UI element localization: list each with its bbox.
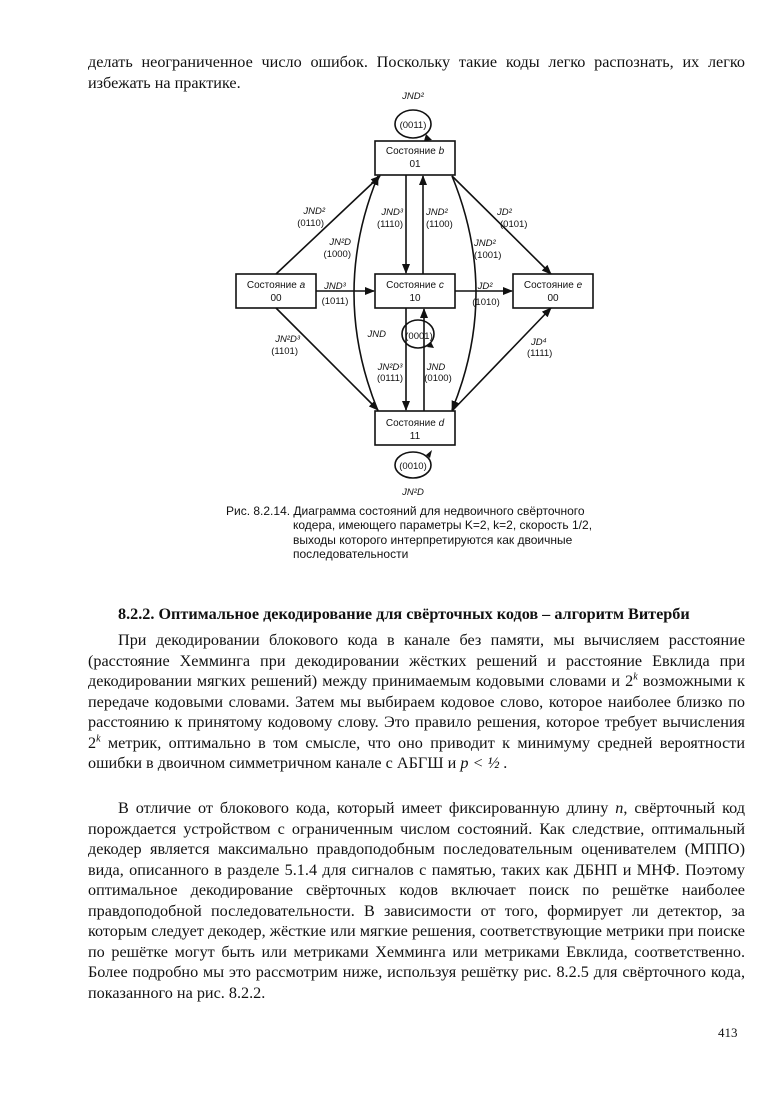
p1-text-b: возможными к передаче кодовыми словами. Затем мы выбираем кодовое слово, которое наиболее близко по расстоянию к принятому кодовому слову. Это правило решения, которое требует вычисления bbox=[88, 672, 746, 731]
state-c-name: Состояние c bbox=[386, 280, 444, 291]
label-c-e-gain: JD² bbox=[477, 281, 493, 292]
caption-rest: кодера, имеющего параметры K=2, k=2, скорость 1/2, выходы которого интерпретируются как двоичные последовательности bbox=[293, 518, 593, 562]
state-d-name: Состояние d bbox=[385, 418, 445, 429]
p1-text-c: метрик, оптимально в том смысле, что оно приводит к минимуму средней вероятности ошибки в двоичном симметричном канале с АБГШ и bbox=[88, 733, 745, 772]
label-b-loop-gain: JND² bbox=[402, 91, 424, 102]
label-c-b-code: (1110) bbox=[376, 219, 403, 230]
label-b-e-code: (0101) bbox=[500, 219, 528, 230]
label-b-e-gain: JD² bbox=[497, 207, 512, 218]
caption-first-line: Рис. 8.2.14. Диаграмма состояний для недвоичного свёрточного bbox=[226, 504, 585, 518]
label-c-e-code: (1010) bbox=[472, 297, 500, 308]
math-p-condition: p < ½ . bbox=[460, 754, 508, 772]
label-b-d-gain: JND² bbox=[474, 238, 496, 249]
p1-text-a: При декодировании блокового кода в канале без памяти, мы вычисляем расстояние (расстояние Хемминга при декодировании жёстких решений и расстояние Евклида при декодировании мягких решений) между принимаемым кодовыми словами и bbox=[88, 631, 745, 690]
math-2k-2: 2$^k$ bbox=[88, 733, 101, 752]
state-a-code: 00 bbox=[270, 293, 282, 304]
label-b-d-code: (1001) bbox=[474, 250, 502, 261]
label-a-d-code: (1101) bbox=[271, 346, 298, 357]
label-d-b-code: (1000) bbox=[323, 249, 351, 260]
state-b-name: Состояние b bbox=[385, 146, 445, 157]
label-d-e-code: (1111) bbox=[527, 348, 553, 359]
label-a-b-code: (0110) bbox=[297, 218, 324, 229]
label-d-c-code: (0100) bbox=[424, 373, 452, 384]
state-b-code: 01 bbox=[409, 159, 421, 170]
label-a-b-gain: JND² bbox=[303, 206, 325, 217]
paragraph-2 bbox=[88, 798, 745, 1003]
paragraph-1 bbox=[88, 630, 745, 774]
label-c-d-gain: JN²D³ bbox=[377, 362, 403, 373]
state-e-code: 00 bbox=[547, 293, 559, 304]
section-heading: 8.2.2. Оптимальное декодирование для свёрточных кодов – алгоритм Витерби bbox=[118, 605, 690, 623]
label-d-c-gain: JND bbox=[426, 362, 446, 373]
intro-paragraph: делать неограниченное число ошибок. Поскольку такие коды легко распознать, их легко избежать на практике. bbox=[88, 53, 745, 92]
state-e-name: Состояние e bbox=[523, 280, 583, 291]
label-d-b-gain: JN²D bbox=[329, 237, 351, 248]
label-d-loop-gain: JN²D bbox=[402, 487, 424, 498]
state-c-code: 10 bbox=[409, 293, 421, 304]
label-c-loop-code: (0001) bbox=[405, 331, 433, 342]
state-d-code: 11 bbox=[409, 431, 421, 442]
label-a-d-gain: JN²D³ bbox=[275, 334, 300, 345]
page-number: 413 bbox=[718, 1025, 738, 1040]
label-b-c-gain: JND² bbox=[426, 207, 448, 218]
label-a-c-code: (1011) bbox=[321, 296, 349, 307]
state-diagram bbox=[0, 0, 759, 500]
label-a-c-gain: JND³ bbox=[324, 281, 346, 292]
edge-a-d bbox=[276, 308, 378, 410]
math-2k-1: 2$^k$ bbox=[625, 671, 638, 690]
math-n: n bbox=[615, 799, 624, 817]
p2-text-a: В отличие от блокового кода, который имеет фиксированную длину bbox=[118, 799, 609, 817]
label-c-d-code: (0111) bbox=[376, 373, 404, 384]
label-b-loop-code: (0011) bbox=[399, 120, 427, 131]
label-c-loop-gain: JND bbox=[367, 329, 386, 340]
state-a-name: Состояние a bbox=[246, 280, 306, 291]
figure-caption bbox=[226, 504, 616, 562]
label-b-c-code: (1100) bbox=[426, 219, 453, 230]
label-c-b-gain: JND³ bbox=[381, 207, 403, 218]
label-d-e-gain: JD⁴ bbox=[531, 337, 547, 348]
label-d-loop-code: (0010) bbox=[399, 461, 427, 472]
edge-d-e bbox=[452, 308, 551, 411]
p2-text-b: , свёрточный код порождается устройством с ограниченным числом состояний. Как следствие, оптимальный декодер является максимально правдоподобным последовательным оценивателем (МППО) вида, описанного в разделе 5.1.4 для сигналов с памятью, таких как ДБНП и МНФ. Поэтому оптимальное декодирование свёрточных кодов включает поиск по решётке наиболее правдоподобной последовательности. В зависимости от того, формирует ли детектор, за которым следует декодер, жёсткие или мягкие решения, соответствующие метрики при поиске по решётке могут быть или метриками Хемминга или метриками Евклида, соответственно. Более подробно мы это рассмотрим ниже, используя решётку рис. 8.2.5 для свёрточного кода, показанного на рис. 8.2.2. bbox=[88, 799, 745, 1002]
